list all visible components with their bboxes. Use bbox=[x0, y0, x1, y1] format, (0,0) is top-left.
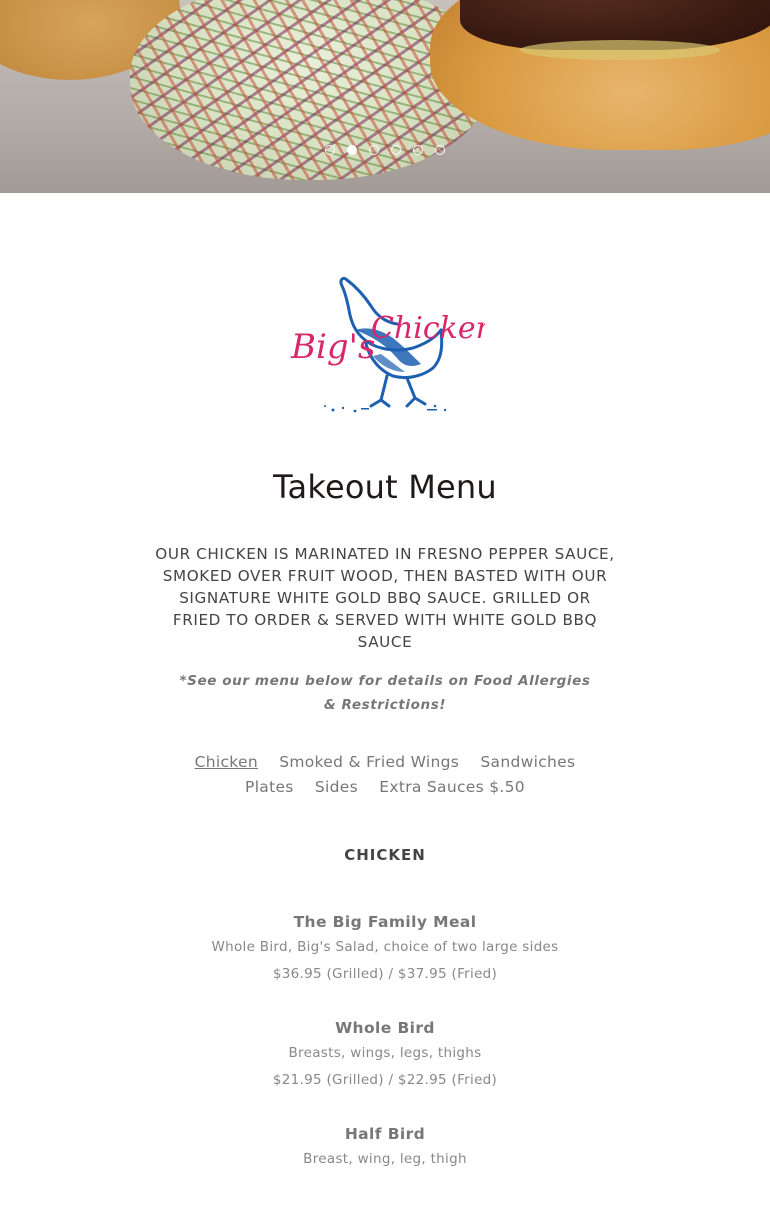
slider-dot-2[interactable] bbox=[347, 145, 357, 155]
slider-dots bbox=[0, 145, 770, 155]
page-title: Takeout Menu bbox=[273, 468, 497, 506]
tab-plates[interactable]: Plates bbox=[245, 778, 294, 796]
menu-item-name: Half Bird bbox=[344, 1125, 426, 1143]
chicken-logo-icon bbox=[285, 272, 485, 417]
menu-category-tabs bbox=[150, 750, 620, 800]
menu-item-name: The Big Family Meal bbox=[293, 913, 477, 931]
menu-item-price: $36.95 (Grilled) / $37.95 (Fried) bbox=[272, 966, 498, 982]
slider-dot-1[interactable] bbox=[325, 145, 335, 155]
tab-smoked-fried-wings[interactable]: Smoked & Fried Wings bbox=[279, 753, 460, 771]
tab-extra-sauces[interactable]: Extra Sauces $.50 bbox=[379, 778, 525, 796]
logo-text-bigs: Big's bbox=[291, 327, 376, 367]
tab-chicken[interactable]: Chicken bbox=[194, 753, 258, 771]
slider-dot-4[interactable] bbox=[391, 145, 401, 155]
logo-text-chicken: Chicken bbox=[371, 311, 485, 346]
hero-image bbox=[0, 0, 770, 193]
slider-dot-5[interactable] bbox=[413, 145, 423, 155]
section-title: CHICKEN bbox=[344, 846, 426, 864]
menu-item bbox=[0, 1016, 770, 1122]
menu-item-description: Breasts, wings, legs, thighs bbox=[288, 1045, 482, 1061]
menu-item bbox=[0, 1122, 770, 1228]
menu-item-name: Whole Bird bbox=[335, 1019, 435, 1037]
allergy-note: *See our menu below for details on Food Allergies & Restrictions! bbox=[179, 673, 591, 713]
menu-item-description: Breast, wing, leg, thigh bbox=[303, 1151, 467, 1167]
menu-item-price: $21.95 (Grilled) / $22.95 (Fried) bbox=[272, 1072, 498, 1088]
menu-item bbox=[0, 910, 770, 1016]
slider-dot-3[interactable] bbox=[369, 145, 379, 155]
tab-sides[interactable]: Sides bbox=[314, 778, 359, 796]
hero-sauce bbox=[520, 40, 720, 60]
slider-dot-6[interactable] bbox=[435, 145, 445, 155]
intro-text: OUR CHICKEN IS MARINATED IN FRESNO PEPPER SAUCE, SMOKED OVER FRUIT WOOD, THEN BASTED WITH OUR SIGNATURE WHITE GOLD BBQ SAUCE. GRILLED OR FRIED TO ORDER & SERVED WITH WHITE GOLD BBQ SAUCE bbox=[155, 545, 615, 651]
menu-items bbox=[0, 910, 770, 1228]
bigs-chicken-logo bbox=[285, 272, 485, 417]
tab-sandwiches[interactable]: Sandwiches bbox=[480, 753, 576, 771]
menu-item-description: Whole Bird, Big's Salad, choice of two large sides bbox=[211, 939, 559, 955]
